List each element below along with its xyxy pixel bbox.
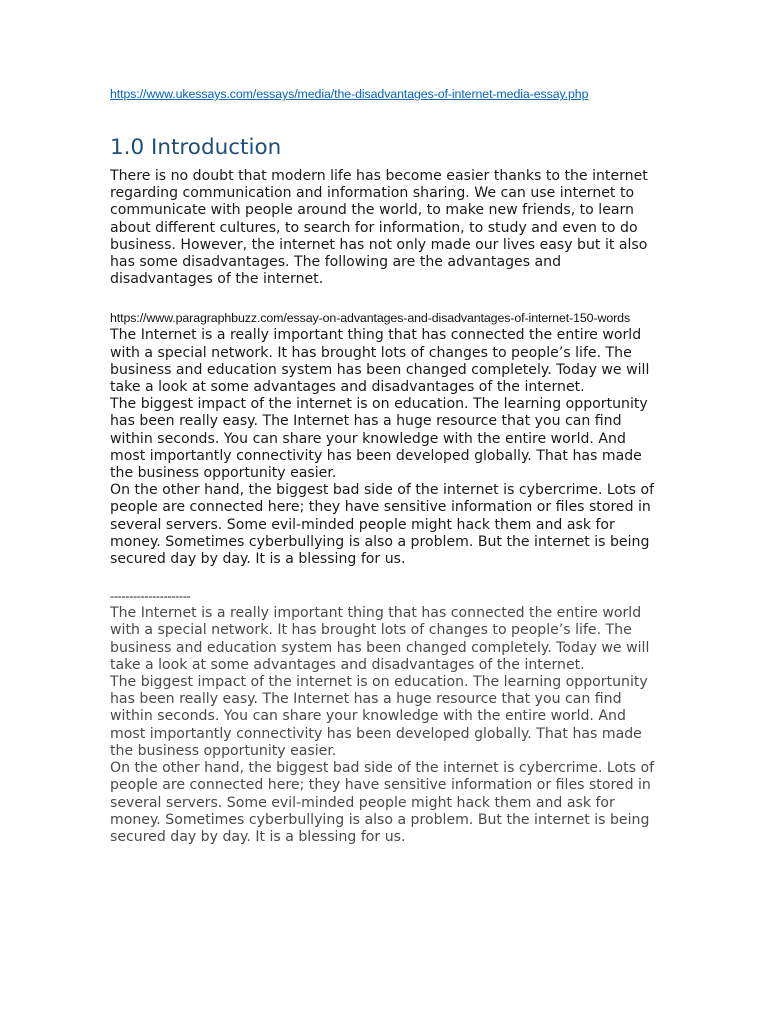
- copied-paragraph-3: On the other hand, the biggest bad side of the internet is cybercrime. Lots of people are connected here; they have sensitive information or files stored in several servers. Some evil-minded people might hack them and ask for money. Sometimes cyberbullying is also a problem. But the internet is being secured day by day. It is a blessing for us.: [110, 760, 655, 845]
- ukessays-source-link[interactable]: https://www.ukessays.com/essays/media/the-disadvantages-of-internet-media-essay.php: [110, 87, 589, 101]
- copied-paragraph-2: The biggest impact of the internet is on education. The learning opportunity has been really easy. The Internet has a huge resource that you can find within seconds. You can share your knowledge with the entire world. And most importantly connectivity has been developed globally. That has made the business opportunity easier.: [110, 674, 648, 759]
- introduction-paragraph: There is no doubt that modern life has become easier thanks to the internet regarding communication and information sharing. We can use internet to communicate with people around the world, to make new friends, to learn about different cultures, to search for information, to study and even to do business. However, the internet has not only made our lives easy but it also has some disadvantages. The following are the advantages and disadvantages of the internet.: [110, 168, 648, 288]
- dashed-divider: ---------------------: [110, 589, 191, 604]
- essay-paragraph-3: On the other hand, the biggest bad side of the internet is cybercrime. Lots of people are connected here; they have sensitive information or files stored in several servers. Some evil-minded people might hack them and ask for money. Sometimes cyberbullying is also a problem. But the internet is being secured day by day. It is a blessing for us.: [110, 482, 655, 568]
- copied-paragraph-1: The Internet is a really important thing that has connected the entire world with a special network. It has brought lots of changes to people’s life. The business and education system has been changed completely. Today we will take a look at some advantages and disadvantages of the internet.: [110, 605, 650, 673]
- paragraphbuzz-source-url: https://www.paragraphbuzz.com/essay-on-advantages-and-disadvantages-of-internet-150-words: [110, 311, 631, 326]
- essay-paragraph-2: The biggest impact of the internet is on education. The learning opportunity has been really easy. The Internet has a huge resource that you can find within seconds. You can share your knowledge with the entire world. And most importantly connectivity has been developed globally. That has made the business opportunity easier.: [110, 396, 648, 482]
- introduction-heading: 1.0 Introduction: [110, 135, 282, 160]
- essay-paragraph-1: The Internet is a really important thing that has connected the entire world with a special network. It has brought lots of changes to people’s life. The business and education system has been changed completely. Today we will take a look at some advantages and disadvantages of the internet.: [110, 327, 650, 396]
- document-body: [110, 86, 660, 846]
